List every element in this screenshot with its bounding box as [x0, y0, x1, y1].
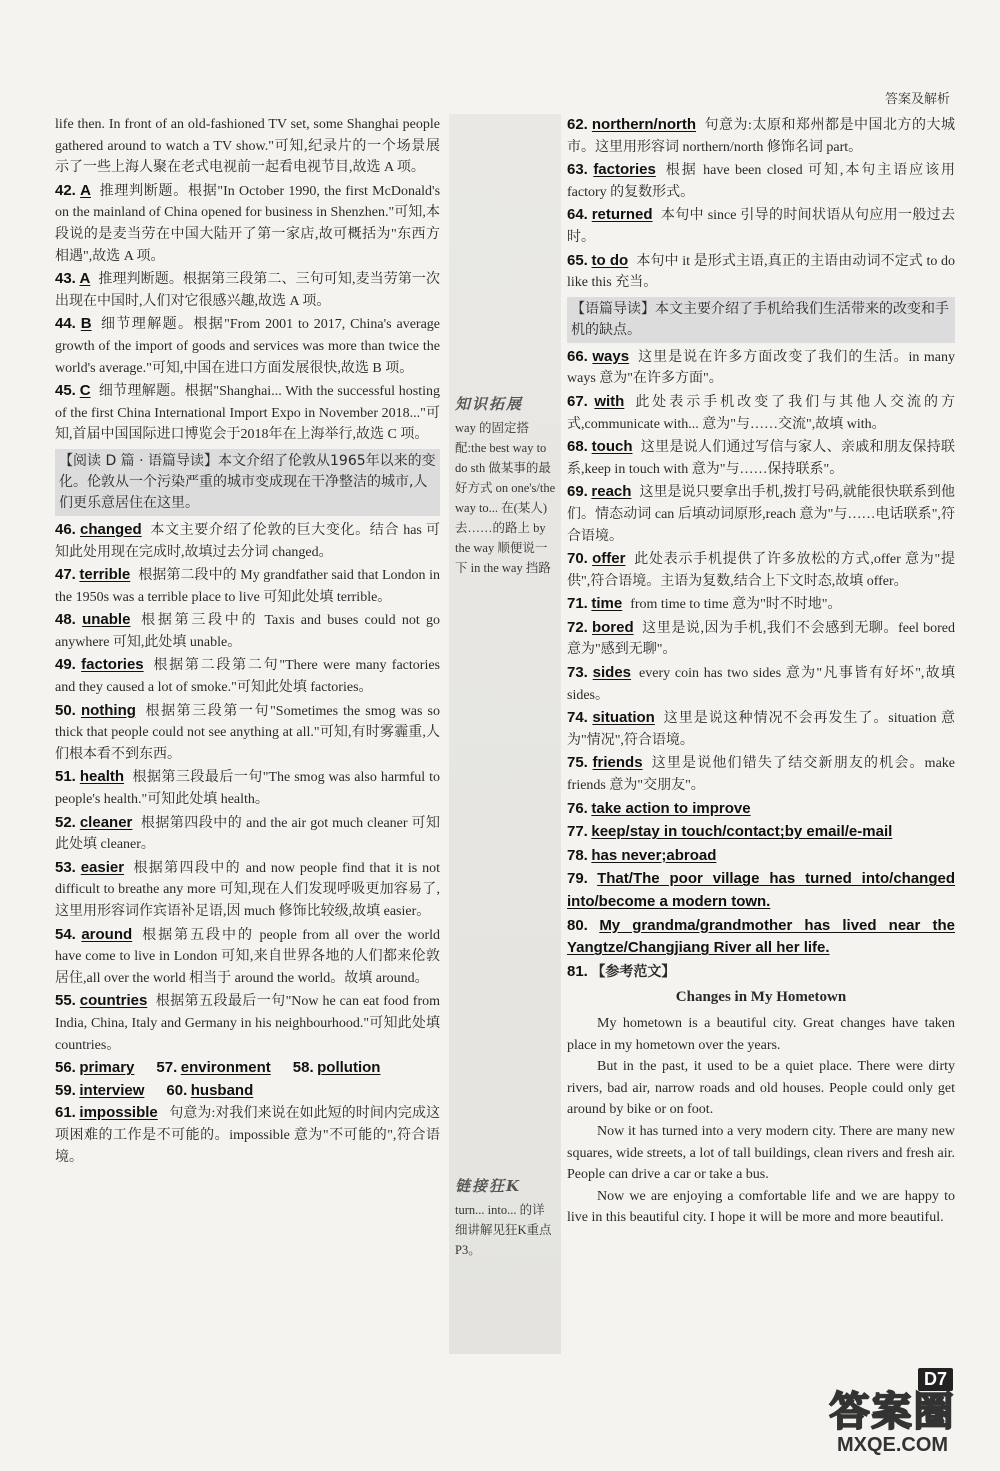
answer-item: [567, 548, 955, 592]
answer-number: 45.: [55, 382, 76, 400]
answer-item: [293, 1057, 389, 1080]
answer-row: [55, 1080, 440, 1103]
answer-explanation: 这里是说在许多方面改变了我们的生活。in many ways 意为"在许多方面"。: [567, 349, 956, 387]
answer-number: 79.: [567, 870, 588, 888]
answer-item-61: [55, 1102, 440, 1168]
answer-explanation: 根据 have been closed 可知,本句主语应该用 factory 的复数形式。: [567, 163, 956, 200]
answer-item: [55, 990, 440, 1056]
answer-item: [55, 812, 440, 856]
watermark-logo: 答案圈: [829, 1389, 956, 1435]
answer-number: 64.: [567, 206, 588, 224]
answer-key: sides: [592, 664, 632, 682]
answer-list-62-65: [567, 114, 955, 294]
answer-explanation: 句意为:对我们来说在如此短的时间内完成这项困难的工作是不可能的。impossible 意为"不可能的",符合语境。: [55, 1106, 441, 1165]
answer-number: 55.: [55, 992, 76, 1010]
answer-number: 60.: [166, 1081, 188, 1099]
answer-item: [567, 593, 955, 616]
answer-explanation: 推理判断题。根据第三段第二、三句可知,麦当劳第一次出现在中国时,人们对它很感兴趣,故选 A 项。: [55, 272, 441, 309]
answer-item: [567, 662, 955, 706]
answer-explanation: 细节理解题。根据"From 2001 to 2017, China's average growth of the import of goods and services was more than twice the world's average."可知,中国在进口方面发展很快,故选 B 项。: [55, 317, 441, 376]
answer-explanation: 根据第三段中的 Taxis and buses could not go anywhere 可知,此处填 unable。: [55, 613, 441, 650]
answer-key: time: [591, 595, 623, 613]
answer-item: [567, 868, 955, 913]
answer-number: 57.: [156, 1059, 178, 1077]
answer-item-81: [567, 961, 955, 984]
answer-item: [55, 564, 440, 608]
answer-explanation: 根据第三段最后一句"The smog was also harmful to people's health."可知此处填 health。: [55, 770, 440, 808]
answer-number: 78.: [567, 846, 588, 864]
answer-explanation: 细节理解题。根据"Shanghai... With the successful hosting of the first China International Import Expo in November 2018..."可知,首届中国国际进口博览会于2018年在上海举行,故选 C 项。: [55, 384, 441, 443]
answer-explanation: 此处表示手机提供了许多放松的方式,offer 意为"提供",符合语境。主语为复数,结合上下文时态,故填 offer。: [567, 552, 955, 589]
answer-item: [156, 1057, 278, 1080]
answer-item: [55, 924, 440, 990]
answer-number: 66.: [567, 347, 588, 365]
answer-explanation: 本句中 it 是形式主语,真正的主语由动词不定式 to do like this 充当。: [567, 253, 956, 291]
knowledge-sidebar: [449, 114, 561, 1354]
answer-number: 69.: [567, 483, 588, 501]
page-number: D7: [918, 1368, 953, 1391]
answer-key: reach: [591, 483, 632, 501]
answer-number: 52.: [55, 813, 76, 831]
answer-explanation: 这里是说他们错失了结交新朋友的机会。make friends 意为"交朋友"。: [567, 756, 955, 794]
answer-item: [55, 180, 440, 267]
answer-key: That/The poor village has turned into/changed into/become a modern town.: [567, 870, 956, 910]
answer-number: 54.: [55, 925, 76, 943]
answer-key: A: [80, 181, 91, 199]
answer-item: [567, 752, 955, 796]
answer-number: 77.: [567, 823, 588, 841]
reference-essay: [567, 987, 955, 1229]
answer-item: [567, 821, 955, 844]
answer-item: [567, 915, 955, 960]
answer-key: primary: [79, 1059, 135, 1077]
answer-list-76-80: [567, 798, 955, 960]
answer-key: ways: [592, 347, 630, 365]
answer-key: keep/stay in touch/contact;by email/e-mail: [591, 823, 893, 841]
answer-item: [567, 250, 955, 294]
passage-guide: 【语篇导读】本文主要介绍了手机给我们生活带来的改变和手机的缺点。: [567, 297, 955, 343]
answer-explanation: 这里是说只要拿出手机,拨打号码,就能很快联系到他们。情态动词 can 后填动词原形,reach 意为"与……电话联系",符合语境。: [567, 485, 956, 544]
answer-number: 47.: [55, 566, 76, 584]
answer-item: [567, 204, 955, 248]
watermark: [795, 1390, 990, 1460]
page-header-title: 答案及解析: [884, 92, 950, 107]
answer-item: [55, 766, 440, 810]
answer-key: factories: [81, 656, 144, 674]
answer-item: [567, 159, 955, 203]
reading-d-guide: 【阅读 D 篇 · 语篇导读】本文介绍了伦敦从1965年以来的变化。伦敦从一个污染严重的城市变成现在干净整洁的城市,人们更乐意居住在这里。: [55, 449, 440, 516]
answer-item: [55, 268, 440, 312]
answer-key: offer: [592, 550, 626, 568]
answer-key: husband: [190, 1081, 254, 1099]
answer-item: [567, 391, 955, 435]
answer-item: [55, 857, 440, 923]
answer-key: touch: [591, 438, 633, 456]
answer-explanation: 根据第三段第一句"Sometimes the smog was so thick that people could not see anything at all."可知,有时雾霾重,人们根本看不到东西。: [55, 703, 440, 762]
answer-explanation: from time to time 意为"时不时地"。: [630, 597, 842, 613]
answer-item: [55, 700, 440, 766]
answer-number: 56.: [55, 1059, 76, 1077]
watermark-url: MXQE.COM: [836, 1434, 949, 1456]
answer-item: [55, 519, 440, 563]
answer-item: [567, 617, 955, 661]
answer-number: 42.: [55, 181, 76, 199]
answer-key: terrible: [79, 566, 131, 584]
sidebar-box2-title: 链接狂K: [455, 1177, 522, 1195]
answer-key: changed: [80, 520, 142, 538]
answer-key: friends: [592, 754, 643, 772]
answer-key: pollution: [317, 1059, 381, 1077]
essay-title: Changes in My Hometown: [675, 989, 847, 1006]
answer-number: 61.: [55, 1104, 76, 1122]
answer-explanation: 根据第五段中的 people from all over the world have come to live in London 可知,来自世界各地的人们都来伦敦居住,all over the world 相当于 around the world。故填 around。: [55, 927, 441, 986]
answer-number: 80.: [567, 916, 588, 934]
answer-key: to do: [591, 251, 629, 269]
answer-key: nothing: [80, 701, 136, 719]
answer-explanation: 这里是说这种情况不会再发生了。situation 意为"情况",符合语境。: [567, 711, 955, 748]
answer-explanation: 推理判断题。根据"In October 1990, the first McDonald's on the mainland of China opened for business in Shenzhen."可知,本段说的是麦当劳在中国大陆开了第一家店,故可概括为"东西方相遇",故选 A 项。: [55, 183, 441, 264]
answer-number: 50.: [55, 701, 76, 719]
answer-explanation: 这里是说人们通过写信与家人、亲戚和朋友保持联系,keep in touch with 意为"与……保持联系"。: [567, 440, 955, 477]
answer-key: easier: [80, 858, 125, 876]
answer-number: 70.: [567, 550, 588, 568]
answer-explanation: 此处表示手机改变了我们与其他人交流的方式,communicate with... 意为"与……交流",故填 with。: [567, 394, 956, 432]
answer-key: environment: [180, 1059, 271, 1077]
answer-number: 58.: [292, 1059, 314, 1077]
answer-key: northern/north: [591, 116, 697, 133]
answer-key: take action to improve: [591, 799, 751, 817]
answer-number: 81.: [567, 962, 588, 980]
answer-item: [567, 798, 955, 821]
answer-explanation: 本句中 since 引导的时间状语从句应用一般过去时。: [567, 208, 956, 245]
answer-key: My grandma/grandmother has lived near the Yangtze/Changjiang River all her life.: [567, 916, 955, 957]
answer-number: 46.: [55, 520, 76, 538]
answer-key: countries: [79, 992, 148, 1010]
answer-number: 43.: [55, 270, 76, 288]
answer-item: [567, 114, 955, 158]
answer-number: 74.: [567, 709, 588, 727]
essay-paragraph: Now we are enjoying a comfortable life and we are happy to live in this beautiful city. I hope it will be more and more beautiful.: [567, 1188, 955, 1226]
answer-list-46-55: [55, 519, 440, 1056]
answer-explanation: 本文主要介绍了伦敦的巨大变化。结合 has 可知此处用现在完成时,故填过去分词 changed。: [55, 522, 440, 560]
essay-paragraph: My hometown is a beautiful city. Great changes have taken place in my hometown over the years.: [567, 1015, 955, 1053]
sidebar-link-box: [455, 1176, 557, 1260]
answer-key: has never;abroad: [591, 846, 717, 864]
answer-key: A: [79, 270, 91, 288]
essay-paragraph: But in the past, it used to be a quiet place. There were dirty rivers, bad air, narrow roads and old houses. People could only get around by bike or on foot.: [567, 1059, 955, 1118]
answer-key: health: [79, 768, 125, 786]
answer-number: 76.: [567, 799, 588, 817]
answer-item: [567, 845, 955, 868]
answer-explanation: every coin has two sides 意为"凡事皆有好坏",故填 sides。: [567, 666, 955, 703]
answer-number: 44.: [55, 315, 76, 333]
answer-item: [567, 436, 955, 480]
answer-number: 65.: [567, 251, 588, 269]
answer-number: 67.: [567, 392, 588, 410]
answer-explanation: 根据第二段第二句"There were many factories and they caused a lot of smoke."可知此处填 factories。: [55, 658, 440, 696]
answer-item: [55, 654, 440, 698]
sidebar-knowledge-box: [455, 394, 557, 578]
answer-explanation: 根据第二段中的 My grandfather said that London in the 1950s was a terrible place to live 可知此处填 terrible。: [55, 568, 441, 605]
answer-number: 68.: [567, 438, 588, 456]
left-intro-text: life then. In front of an old-fashioned TV set, some Shanghai people gathered around to watch a TV show."可知,纪录片的一个场景展示了一些上海人聚在老式电视前一起看电视节目,故选 A 项。: [55, 117, 440, 176]
answer-explanation: 根据第四段中的 and the air got much cleaner 可知此处填 cleaner。: [55, 815, 441, 853]
answer-key: cleaner: [79, 813, 133, 831]
answer-key: factories: [593, 161, 656, 179]
answer-number: 72.: [567, 618, 588, 636]
answer-number: 49.: [55, 656, 76, 674]
answer-explanation: 根据第四段中的 and now people find that it is not difficult to breathe any more 可知,现在人们发现呼吸更加容易了,这里用形容词作宾语补足语,因 much 修饰比较级,故填 easier。: [55, 860, 440, 919]
essay-label: 【参考范文】: [591, 963, 676, 980]
answer-key: unable: [82, 611, 131, 629]
answer-key: situation: [592, 709, 655, 727]
answer-explanation: 句意为:太原和郑州都是中国北方的大城市。这里用形容词 northern/north 修饰名词 part。: [567, 118, 956, 155]
answer-key: returned: [591, 206, 653, 224]
answer-explanation: 根据第五段最后一句"Now he can eat food from India, China, Italy and Germany in his neighbourhood."可知此处填 countries。: [55, 994, 440, 1053]
answer-key: around: [81, 925, 133, 943]
answer-item: [567, 707, 955, 751]
answer-number: 63.: [567, 161, 588, 179]
answer-number: 48.: [55, 611, 76, 629]
answer-list-42-45: [55, 180, 440, 446]
left-column: [55, 114, 440, 1169]
answer-item: [55, 609, 440, 653]
answer-number: 59.: [55, 1081, 76, 1099]
answer-number: 71.: [567, 595, 588, 613]
answer-key: C: [79, 382, 91, 400]
answer-number: 73.: [567, 664, 588, 682]
answer-list-66-75: [567, 346, 955, 797]
answer-item: [55, 1080, 152, 1103]
sidebar-box2-text: turn... into... 的详细讲解见狂K重点P3。: [455, 1203, 552, 1257]
answer-list-56-60: [55, 1057, 440, 1102]
sidebar-box1-title: 知识拓展: [455, 395, 524, 413]
answer-key: bored: [591, 618, 634, 636]
answer-item: [55, 1057, 142, 1080]
right-column: [567, 114, 955, 1229]
answer-number: 51.: [55, 768, 76, 786]
answer-number: 75.: [567, 754, 588, 772]
answer-item: [55, 380, 440, 446]
essay-paragraph: Now it has turned into a very modern city. There are many new squares, wide streets, a lot of tall buildings, clean rivers and fresh air. People can drive a car or take a bus.: [567, 1123, 955, 1183]
answer-explanation: 这里是说,因为手机,我们不会感到无聊。feel bored 意为"感到无聊"。: [567, 620, 956, 658]
answer-key: impossible: [79, 1104, 158, 1122]
answer-item: [567, 481, 955, 547]
sidebar-box1-text: way 的固定搭配:the best way to do sth 做某事的最好方式 on one's/the way to... 在(某人)去……的路上 by the way 顺便说一下 in the way 挡路: [455, 421, 556, 575]
answer-item: [55, 313, 440, 379]
answer-item: [166, 1080, 261, 1103]
answer-item: [567, 346, 955, 390]
answer-key: with: [594, 392, 625, 410]
answer-row: [55, 1057, 440, 1080]
answer-number: 62.: [567, 116, 588, 133]
answer-key: interview: [79, 1081, 145, 1099]
answer-number: 53.: [55, 858, 76, 876]
answer-key: B: [80, 315, 92, 333]
